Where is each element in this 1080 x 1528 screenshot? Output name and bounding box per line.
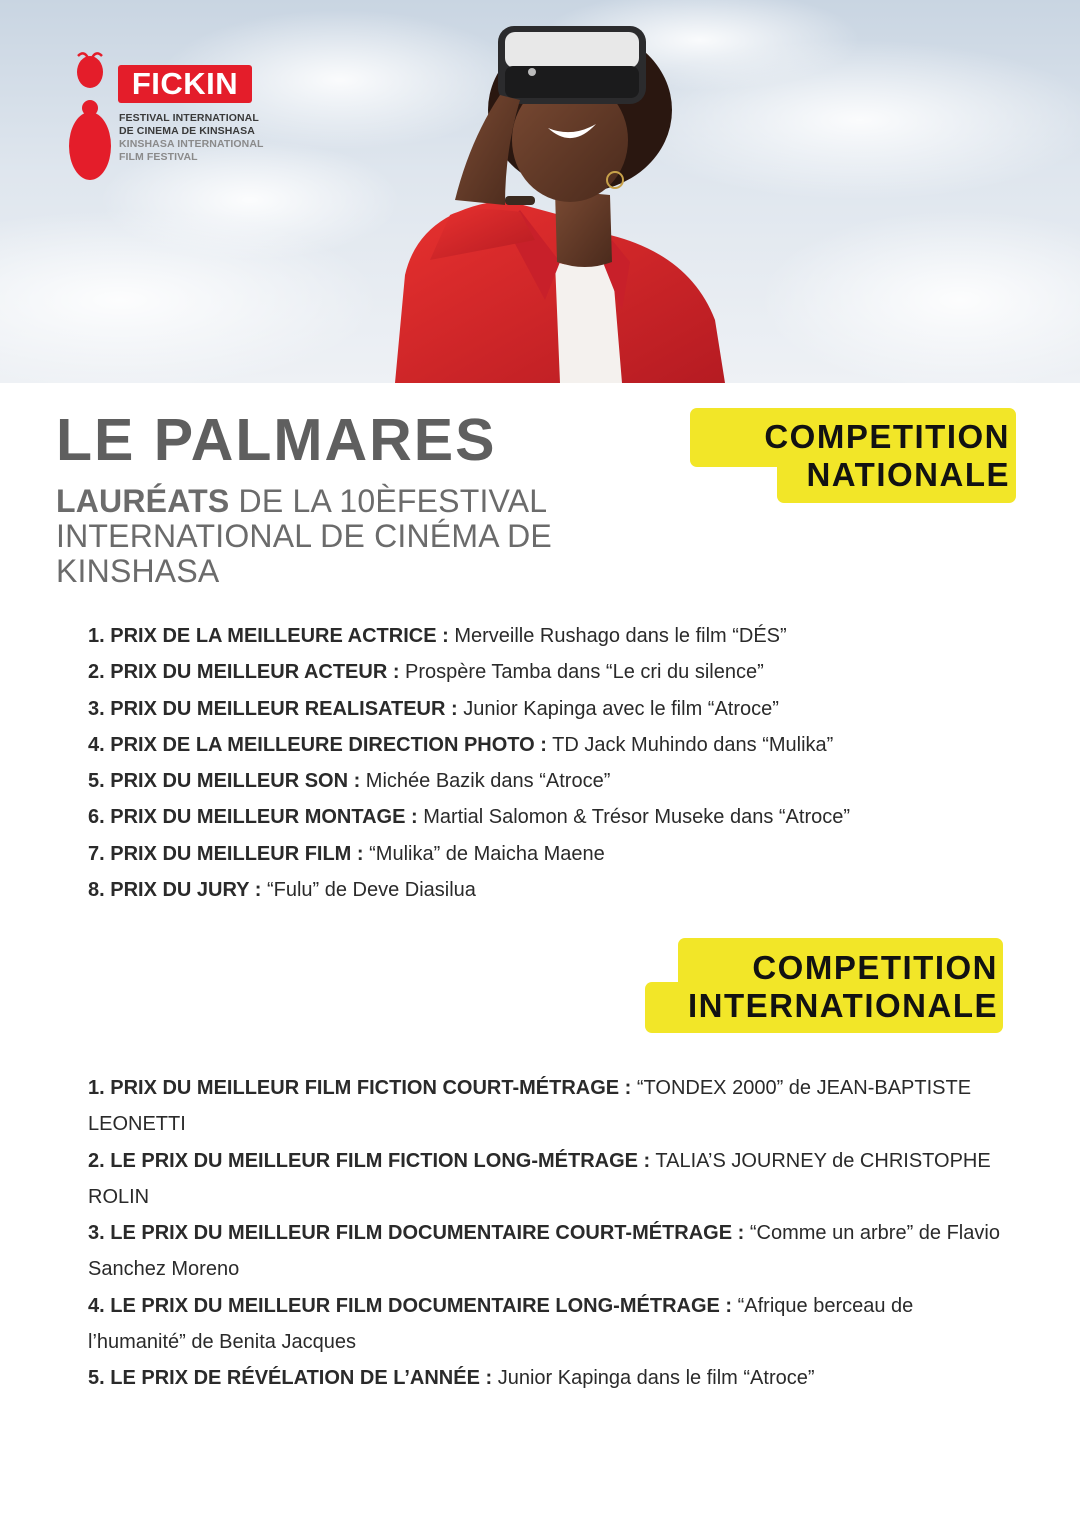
award-label: 4. LE PRIX DU MEILLEUR FILM DOCUMENTAIRE LONG-MÉTRAGE :	[88, 1294, 733, 1317]
award-winner: Junior Kapinga dans le film “Atroce”	[492, 1367, 815, 1390]
award-winner: TD Jack Muhindo dans “Mulika”	[546, 733, 834, 756]
international-awards-list	[88, 1070, 1008, 1397]
badge-line: INTERNATIONALE	[687, 987, 998, 1024]
list-item	[88, 1143, 1008, 1216]
list-item	[88, 618, 1008, 654]
badge-national	[764, 418, 1010, 494]
award-label: 1. PRIX DU MEILLEUR FILM FICTION COURT-MÉTRAGE :	[88, 1077, 632, 1099]
ant-icon	[62, 48, 118, 188]
national-awards-list	[88, 618, 1008, 908]
badge-international	[688, 949, 998, 1025]
award-winner: “TONDEX 2000” de JEAN-BAPTISTE LEONETTI	[88, 1077, 972, 1136]
award-winner: Merveille Rushago dans le film “DÉS”	[448, 625, 787, 647]
list-item	[88, 691, 1008, 727]
award-label: 1. PRIX DE LA MEILLEURE ACTRICE :	[88, 625, 449, 647]
list-item	[88, 799, 1008, 835]
award-label: 5. LE PRIX DE RÉVÉLATION DE L’ANNÉE :	[88, 1367, 493, 1390]
award-label: 2. PRIX DU MEILLEUR ACTEUR :	[88, 661, 400, 684]
list-item	[88, 1288, 1008, 1361]
award-label: 8. PRIX DU JURY :	[88, 879, 262, 902]
award-winner: “Afrique berceau de l’humanité” de Benita Jacques	[88, 1294, 914, 1354]
award-winner: Junior Kapinga avec le film “Atroce”	[457, 697, 779, 720]
list-item	[88, 727, 1008, 763]
page-title: LE PALMARES	[56, 407, 497, 473]
award-winner: Martial Salomon & Trésor Museke dans “Atroce”	[417, 806, 851, 829]
badge-line: COMPETITION	[752, 949, 998, 986]
award-label: 3. LE PRIX DU MEILLEUR FILM DOCUMENTAIRE COURT-MÉTRAGE :	[88, 1222, 745, 1245]
list-item	[88, 654, 1008, 690]
list-item	[88, 1215, 1008, 1288]
logo-line: FILM FESTIVAL	[119, 151, 198, 163]
badge-line: NATIONALE	[806, 456, 1010, 493]
award-label: 2. LE PRIX DU MEILLEUR FILM FICTION LONG-MÉTRAGE :	[88, 1149, 651, 1172]
award-label: 3. PRIX DU MEILLEUR REALISATEUR :	[88, 697, 458, 720]
hero-banner	[0, 0, 1080, 383]
award-label: 7. PRIX DU MEILLEUR FILM :	[88, 842, 364, 865]
award-label: 5. PRIX DU MEILLEUR SON :	[88, 770, 361, 793]
subtitle-bold: LAURÉATS	[56, 483, 230, 519]
logo-brand: FICKIN	[118, 65, 252, 103]
list-item	[88, 763, 1008, 799]
fickin-logo	[62, 48, 292, 188]
award-label: 4. PRIX DE LA MEILLEURE DIRECTION PHOTO :	[88, 733, 547, 756]
page-subtitle	[56, 484, 616, 589]
logo-line: FESTIVAL INTERNATIONAL	[119, 112, 259, 124]
award-winner: “Fulu” de Deve Diasilua	[261, 879, 476, 902]
award-winner: “Comme un arbre” de Flavio Sanchez Moreno	[88, 1222, 1000, 1281]
list-item	[88, 1360, 1008, 1396]
award-label: 6. PRIX DU MEILLEUR MONTAGE :	[88, 806, 418, 829]
list-item	[88, 836, 1008, 872]
logo-line: KINSHASA INTERNATIONAL	[119, 138, 264, 150]
award-winner: Michée Bazik dans “Atroce”	[360, 770, 611, 793]
subtitle-rest: DE LA 10ÈFESTIVAL INTERNATIONAL DE CINÉMA DE KINSHASA	[56, 483, 552, 589]
award-winner: TALIA’S JOURNEY de CHRISTOPHE ROLIN	[88, 1149, 991, 1208]
logo-line: DE CINEMA DE KINSHASA	[119, 125, 255, 137]
list-item	[88, 872, 1008, 908]
award-winner: “Mulika” de Maicha Maene	[363, 842, 605, 865]
award-winner: Prospère Tamba dans “Le cri du silence”	[399, 661, 764, 684]
logo-text	[119, 112, 299, 164]
list-item	[88, 1070, 1008, 1143]
badge-line: COMPETITION	[764, 418, 1010, 455]
